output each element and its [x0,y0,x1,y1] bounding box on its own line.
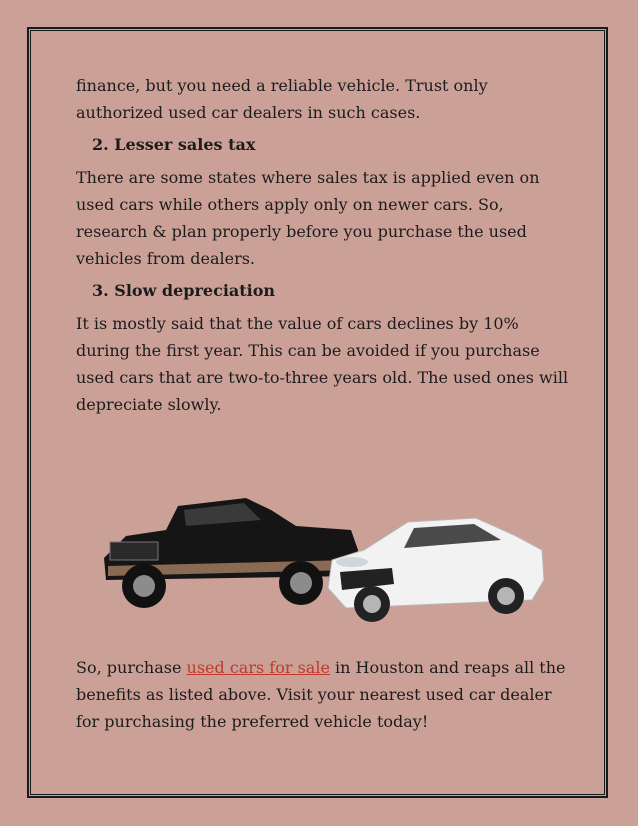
section-body-sales-tax: There are some states where sales tax is applied even on used cars while others apply only on newer cars. So, research & plan properly before you purchase the used vehicles from dealers. [76,168,540,268]
used-cars-for-sale-link[interactable]: used cars for sale [186,658,330,677]
white-sedan [328,518,544,622]
section-heading-sales-tax: 2. Lesser sales tax [92,135,256,154]
pickup-truck [104,498,358,608]
section-heading-depreciation: 3. Slow depreciation [92,281,276,300]
closing-paragraph [76,654,576,735]
section-body-depreciation: It is mostly said that the value of cars declines by 10% during the first year. This can be avoided if you purchase used cars that are two-to-three years old. The used ones will depreciate slowly. [76,314,569,414]
closing-text-end: in Houston and reaps all the benefits as listed above. Visit your nearest used car dealer for purchasing the preferred vehicle today! [76,658,566,731]
cars-image [96,488,546,638]
intro-paragraph: finance, but you need a reliable vehicle. Trust only authorized used car dealers in such cases. [76,76,488,122]
document-body [76,72,576,422]
closing-text-start: So, purchase [76,658,187,677]
